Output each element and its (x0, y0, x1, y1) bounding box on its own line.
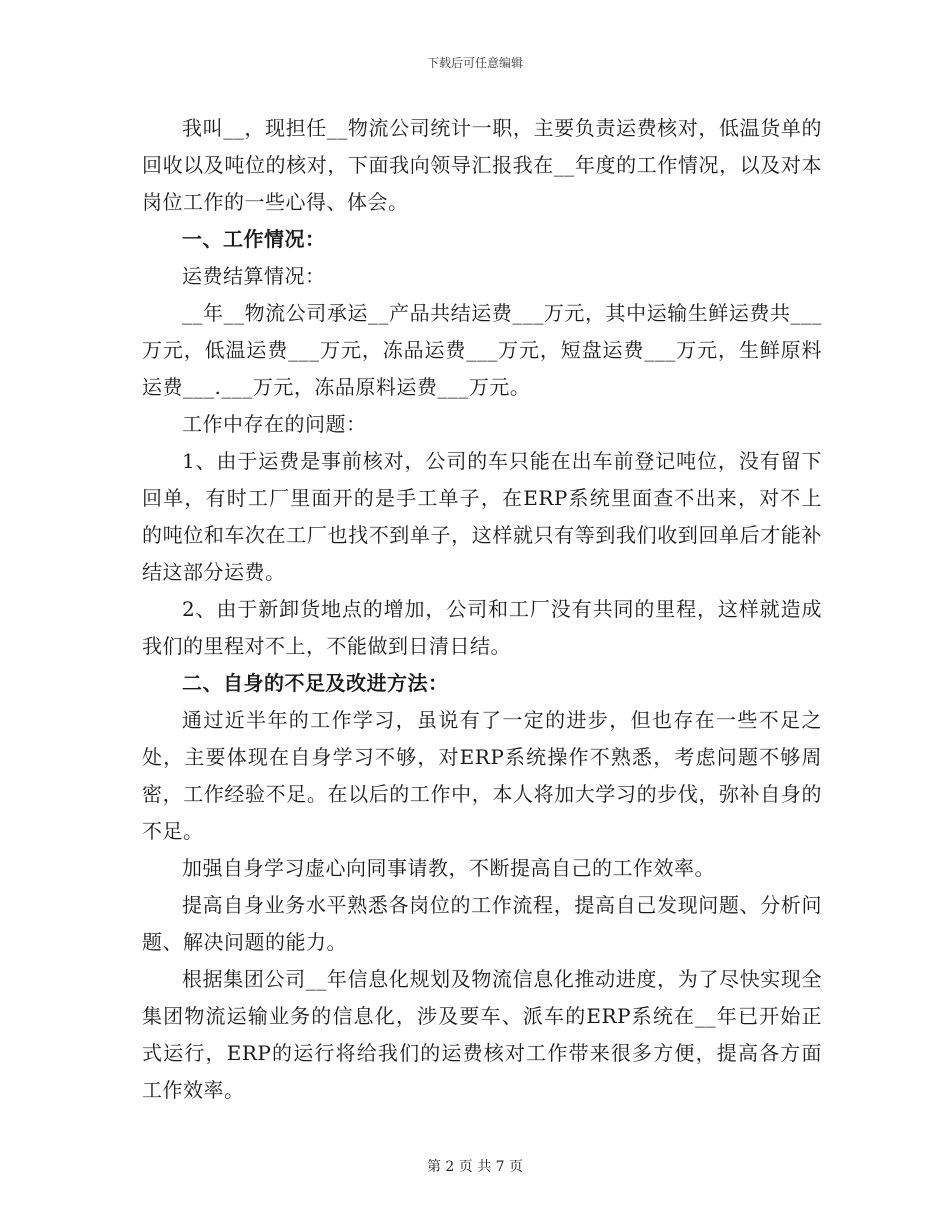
section-heading-work-status: 一、工作情况： (182, 227, 326, 251)
document-body (142, 110, 822, 1109)
paragraph-self-review: 通过近半年的工作学习，虽说有了一定的进步，但也存在一些不足之处，主要体现在自身学习不够，对ERP系统操作不熟悉，考虑问题不够周密，工作经验不足。在以后的工作中，本人将加大学习的步伐，弥补自身的不足。 (142, 708, 822, 843)
paragraph-erp-plan: 根据集团公司__年信息化规划及物流信息化推动进度，为了尽快实现全集团物流运输业务的信息化，涉及要车、派车的ERP系统在__年已开始正式运行，ERP的运行将给我们的运费核对工作带来很多方便，提高各方面工作效率。 (142, 967, 822, 1102)
paragraph-problem-2: 2、由于新卸货地点的增加，公司和工厂没有共同的里程，这样就造成我们的里程对不上，不能做到日清日结。 (142, 597, 822, 658)
paragraph-problem-1: 1、由于运费是事前核对，公司的车只能在出车前登记吨位，没有留下回单，有时工厂里面开的是手工单子，在ERP系统里面查不出来，对不上的吨位和车次在工厂也找不到单子，这样就只有等到我们收到回单后才能补结这部分运费。 (142, 449, 822, 584)
page-header: 下载后可任意编辑 (426, 56, 523, 70)
paragraph-freight-figures: __年__物流公司承运__产品共结运费___万元，其中运输生鲜运费共___万元，低温运费___万元，冻品运费___万元，短盘运费___万元，生鲜原料运费___.___万元，冻品原料运费___万元。 (142, 301, 822, 399)
section-heading-shortcomings: 二、自身的不足及改进方法： (182, 671, 449, 695)
paragraph-intro: 我叫__，现担任__物流公司统计一职，主要负责运费核对，低温货单的回收以及吨位的核对，下面我向领导汇报我在__年度的工作情况，以及对本岗位工作的一些心得、体会。 (142, 116, 822, 214)
subheading-problems: 工作中存在的问题： (182, 412, 367, 436)
paragraph-improve-skills: 提高自身业务水平熟悉各岗位的工作流程，提高自己发现问题、分析问题、解决问题的能力。 (142, 893, 822, 954)
paragraph-improve-learning: 加强自身学习虚心向同事请教，不断提高自己的工作效率。 (182, 856, 715, 880)
page-footer: 第 2 页 共 7 页 (426, 1159, 524, 1175)
subheading-freight-settlement: 运费结算情况： (182, 264, 326, 288)
